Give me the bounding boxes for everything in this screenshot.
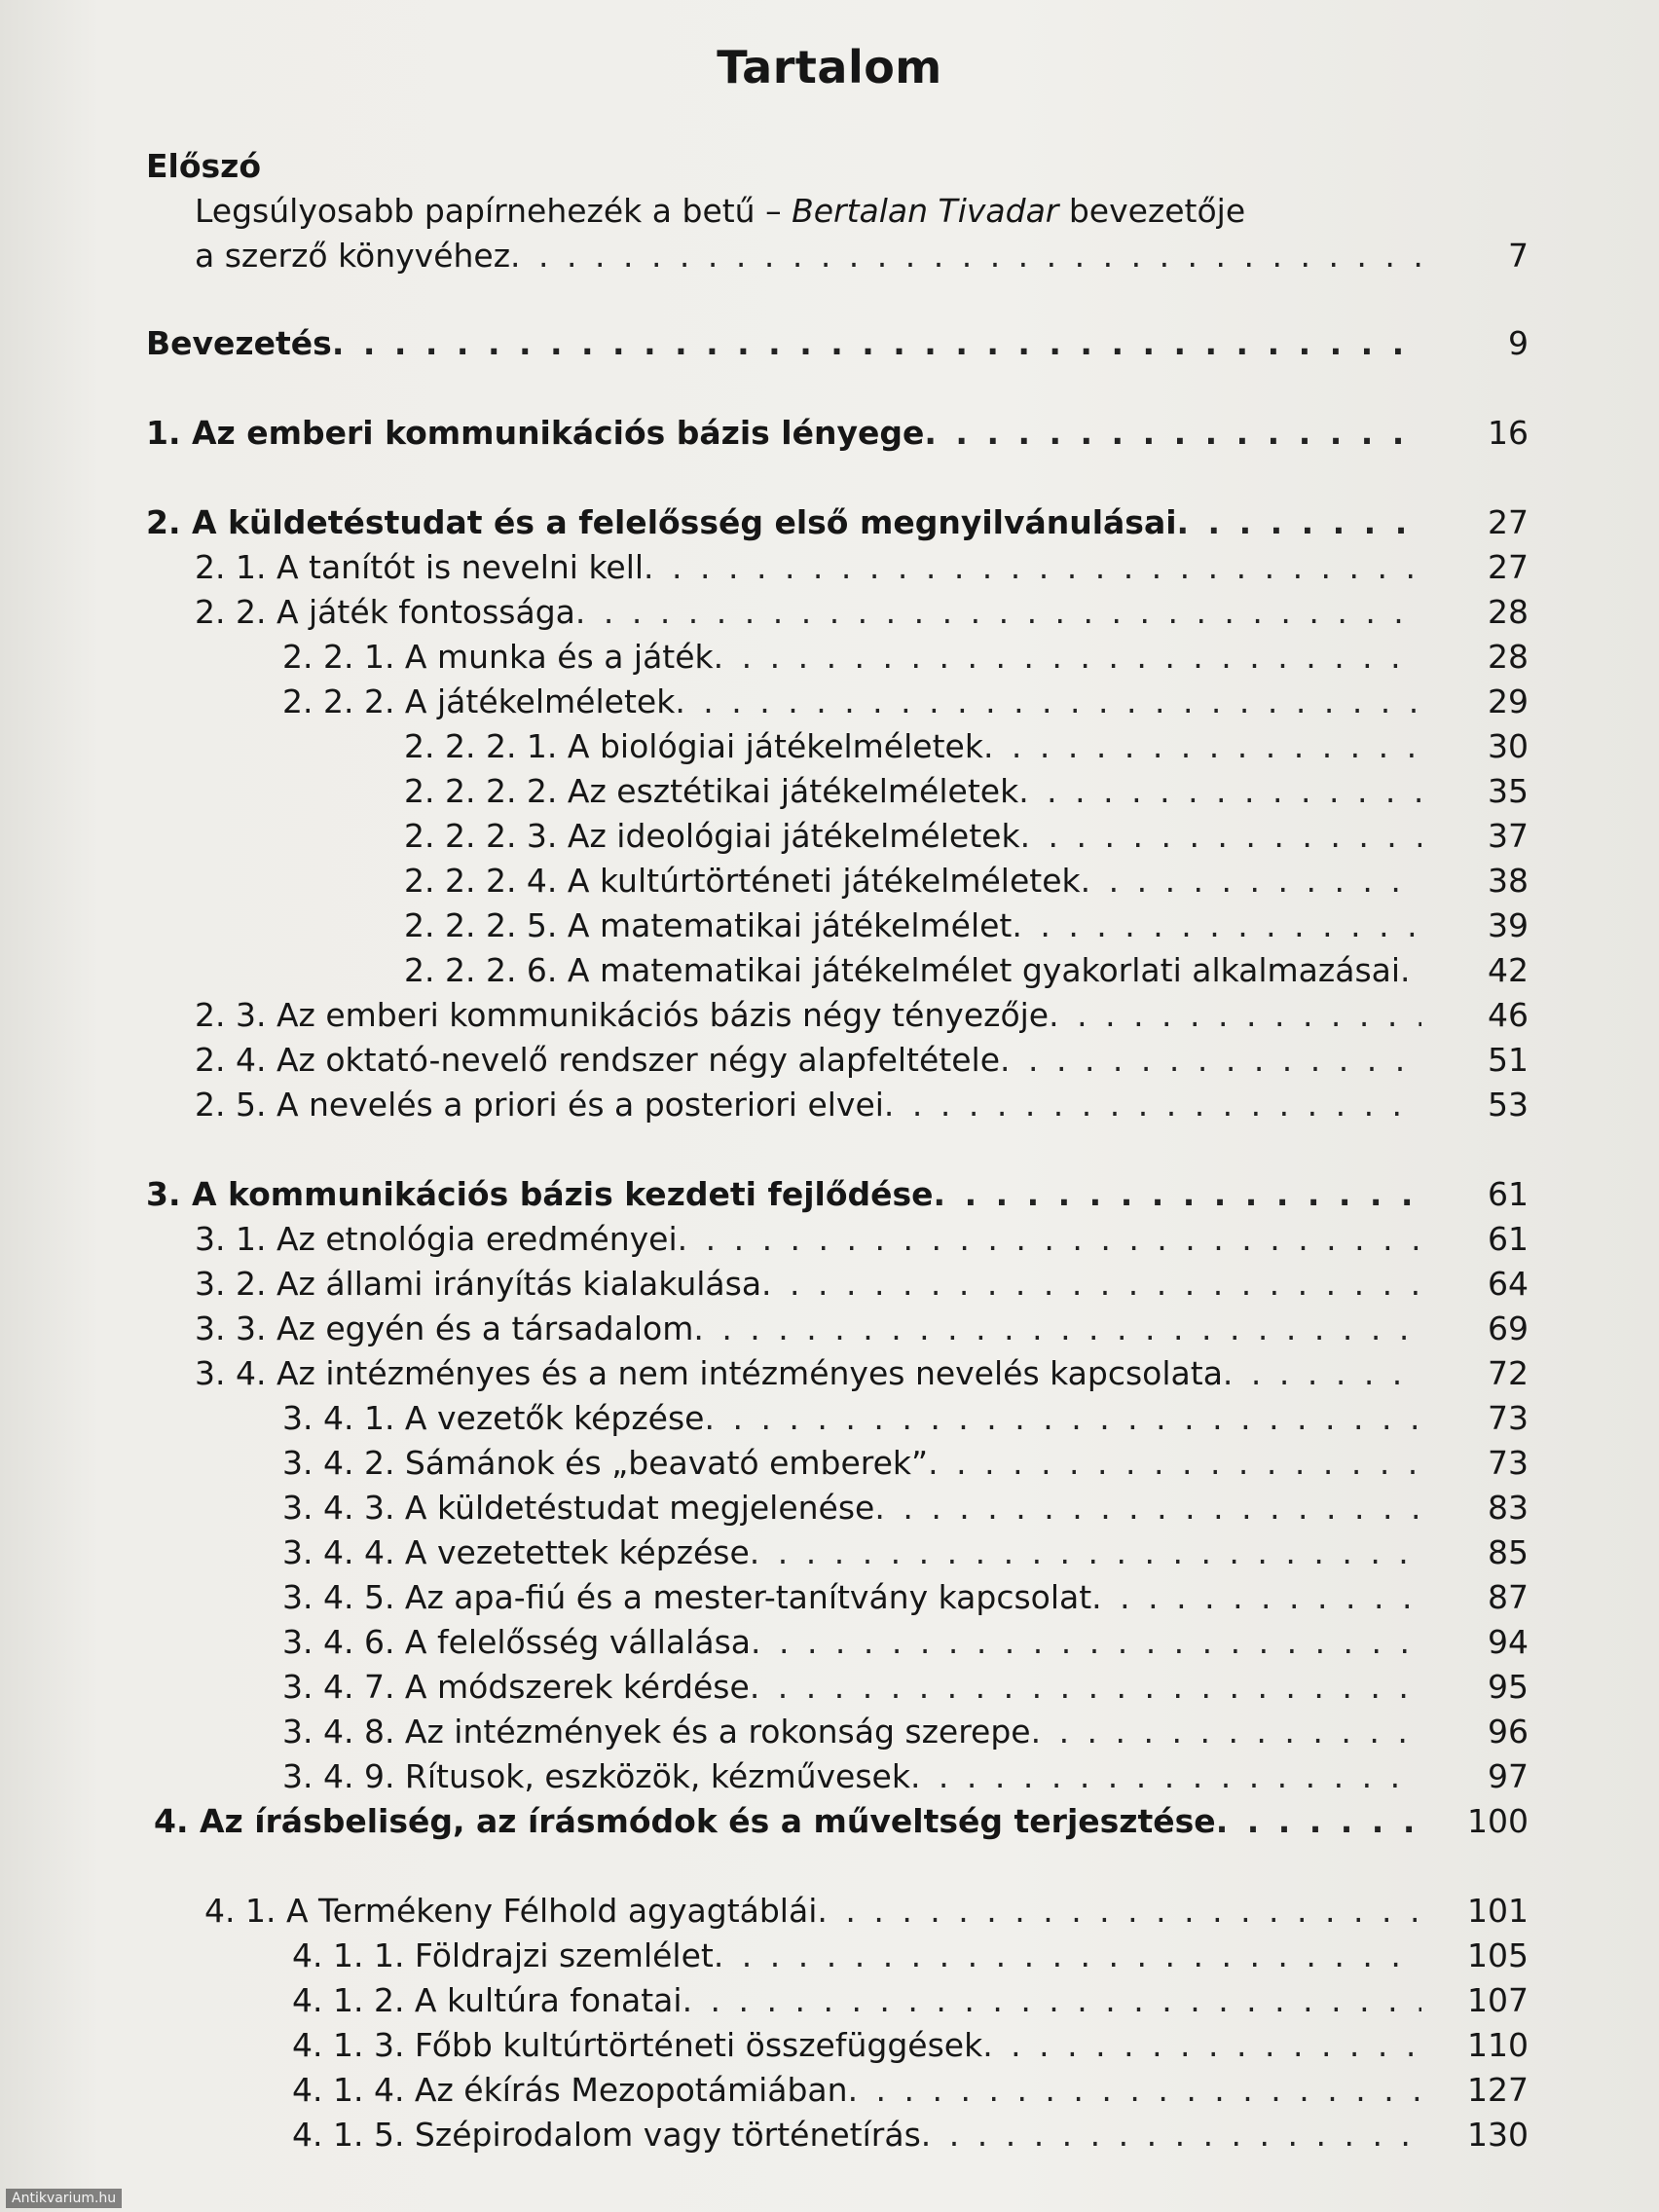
page-number: 42 bbox=[1488, 951, 1529, 989]
toc-entry bbox=[282, 1441, 1529, 1486]
toc-entry-title: 2. 5. A nevelés a priori és a posteriori elvei bbox=[195, 1086, 884, 1124]
page-number: 37 bbox=[1488, 817, 1529, 855]
leader-dots bbox=[910, 1754, 1421, 1799]
toc-entry bbox=[292, 2068, 1529, 2113]
toc-entry bbox=[195, 1351, 1529, 1396]
leader-dots bbox=[682, 1978, 1421, 2023]
toc-entry-title: 2. 2. 2. 5. A matematikai játékelmélet bbox=[404, 906, 1013, 944]
page-number: 28 bbox=[1488, 593, 1529, 631]
toc-entry bbox=[154, 1799, 1529, 1844]
toc-entry bbox=[195, 1307, 1529, 1351]
toc-entry-title: 2. 3. Az emberi kommunikációs bázis négy tényezője bbox=[195, 996, 1050, 1034]
page-number: 97 bbox=[1488, 1757, 1529, 1795]
leader-dots bbox=[1018, 769, 1421, 814]
page-number: 27 bbox=[1488, 503, 1529, 541]
toc-entry bbox=[146, 1172, 1529, 1217]
page-number: 69 bbox=[1488, 1309, 1529, 1347]
toc-entry-title: 2. A küldetéstudat és a felelősség első megnyilvánulásai bbox=[146, 503, 1177, 541]
toc-entry bbox=[195, 590, 1529, 635]
toc-entry-title: 3. 1. Az etnológia eredményei bbox=[195, 1220, 678, 1258]
page-number: 130 bbox=[1467, 2116, 1529, 2154]
toc-entry-title: 4. 1. 4. Az ékírás Mezopotámiában bbox=[292, 2071, 848, 2109]
preface-text-line2: a szerző könyvéhez bbox=[195, 237, 511, 275]
leader-dots bbox=[693, 1307, 1421, 1351]
preface-entry-line2 bbox=[195, 234, 1529, 278]
toc-entry bbox=[195, 1217, 1529, 1262]
leader-dots bbox=[1091, 1575, 1421, 1620]
leader-dots bbox=[575, 590, 1421, 635]
toc-entry bbox=[404, 859, 1529, 903]
leader-dots bbox=[884, 1083, 1421, 1127]
toc-entry bbox=[404, 769, 1529, 814]
page-number: 9 bbox=[1508, 324, 1529, 362]
leader-dots bbox=[1031, 1710, 1421, 1754]
leader-dots bbox=[714, 635, 1421, 680]
toc-entry bbox=[195, 545, 1529, 590]
page-number: 72 bbox=[1488, 1354, 1529, 1392]
leader-dots bbox=[983, 724, 1421, 769]
preface-text-b: bevezetője bbox=[1058, 192, 1246, 230]
toc-entry-title: 3. 2. Az állami irányítás kialakulása bbox=[195, 1265, 762, 1303]
toc-entry bbox=[282, 1530, 1529, 1575]
page-number: 85 bbox=[1488, 1533, 1529, 1571]
page-number: 38 bbox=[1488, 862, 1529, 900]
toc-entry bbox=[282, 1396, 1529, 1441]
toc-entry-title: 3. 4. 2. Sámánok és „beavató emberek” bbox=[282, 1444, 929, 1482]
watermark-label: Antikvarium.hu bbox=[6, 2189, 122, 2208]
page-number: 27 bbox=[1488, 548, 1529, 586]
leader-dots bbox=[817, 1889, 1421, 1934]
toc-entry-title: 3. 4. 1. A vezetők képzése bbox=[282, 1399, 705, 1437]
toc-entry bbox=[282, 635, 1529, 680]
toc-entry bbox=[404, 814, 1529, 859]
page-number: 83 bbox=[1488, 1489, 1529, 1527]
page-number: 73 bbox=[1488, 1444, 1529, 1482]
page-number: 96 bbox=[1488, 1713, 1529, 1751]
toc-entry bbox=[195, 993, 1529, 1038]
toc-entry bbox=[282, 1665, 1529, 1710]
toc-entry-title: 4. Az írásbeliség, az írásmódok és a műveltség terjesztése bbox=[154, 1802, 1216, 1840]
toc-entry-title: 3. 4. 9. Rítusok, eszközök, kézművesek bbox=[282, 1757, 910, 1795]
page-number: 87 bbox=[1488, 1578, 1529, 1616]
toc-entry-title: 4. 1. 5. Szépirodalom vagy történetírás bbox=[292, 2116, 921, 2154]
toc-entry bbox=[292, 1934, 1529, 1978]
leader-dots bbox=[751, 1620, 1421, 1665]
toc-entry-title: 2. 2. 1. A munka és a játék bbox=[282, 638, 714, 676]
leader-dots bbox=[714, 1934, 1421, 1978]
page-number: 35 bbox=[1488, 772, 1529, 810]
page-number: 51 bbox=[1488, 1041, 1529, 1079]
leader-dots bbox=[704, 1396, 1421, 1441]
toc-entry bbox=[282, 1754, 1529, 1799]
page-number: 46 bbox=[1488, 996, 1529, 1034]
toc-entry bbox=[146, 411, 1529, 456]
toc-entry bbox=[146, 500, 1529, 545]
toc-entry bbox=[195, 1038, 1529, 1083]
leader-dots bbox=[1020, 814, 1421, 859]
leader-dots bbox=[750, 1530, 1421, 1575]
leader-dots bbox=[1400, 948, 1421, 993]
leader-dots bbox=[848, 2068, 1421, 2113]
page-number: 30 bbox=[1488, 727, 1529, 765]
page-number: 61 bbox=[1488, 1220, 1529, 1258]
toc-entry bbox=[204, 1889, 1529, 1934]
toc-entry-title: 3. 4. 6. A felelősség vállalása bbox=[282, 1623, 751, 1661]
page-number: 16 bbox=[1488, 414, 1529, 452]
toc-entry bbox=[195, 1083, 1529, 1127]
leader-dots bbox=[1049, 993, 1421, 1038]
leader-dots bbox=[982, 2023, 1421, 2068]
leader-dots bbox=[644, 545, 1421, 590]
toc-entry-title: 2. 2. 2. 6. A matematikai játékelmélet gyakorlati alkalmazásai bbox=[404, 951, 1401, 989]
toc-entry-title: 2. 2. 2. 2. Az esztétikai játékelméletek bbox=[404, 772, 1019, 810]
page-number: 29 bbox=[1488, 682, 1529, 720]
toc-entry bbox=[282, 1620, 1529, 1665]
preface-text-a: Legsúlyosabb papírnehezék a betű – bbox=[195, 192, 793, 230]
page-title: Tartalom bbox=[717, 41, 942, 93]
toc-entry-title: 3. 3. Az egyén és a társadalom bbox=[195, 1309, 694, 1347]
leader-dots bbox=[928, 1441, 1421, 1486]
page-number: 101 bbox=[1467, 1892, 1529, 1930]
page-number: 28 bbox=[1488, 638, 1529, 676]
toc-entry-title: 2. 1. A tanítót is nevelni kell bbox=[195, 548, 645, 586]
page-number: 7 bbox=[1508, 237, 1529, 275]
leader-dots bbox=[675, 680, 1421, 724]
toc-entry-title: 2. 2. 2. 3. Az ideológiai játékelméletek bbox=[404, 817, 1020, 855]
page-number: 110 bbox=[1467, 2026, 1529, 2064]
toc-entry bbox=[282, 1575, 1529, 1620]
toc-entry bbox=[292, 1978, 1529, 2023]
preface-heading-text: Előszó bbox=[146, 147, 262, 185]
page-number: 100 bbox=[1467, 1802, 1529, 1840]
preface-author: Bertalan Tivadar bbox=[792, 192, 1059, 230]
toc-entry-title: 3. 4. Az intézményes és a nem intézményes nevelés kapcsolata bbox=[195, 1354, 1223, 1392]
toc-entry bbox=[404, 724, 1529, 769]
toc-entry-title: 3. 4. 4. A vezetettek képzése bbox=[282, 1533, 750, 1571]
leader-dots bbox=[1216, 1799, 1421, 1844]
toc-entry bbox=[282, 680, 1529, 724]
page-number: 61 bbox=[1488, 1175, 1529, 1213]
preface-heading bbox=[146, 144, 1529, 189]
toc-entry-title: 2. 2. 2. A játékelméletek bbox=[282, 682, 676, 720]
leader-dots bbox=[924, 411, 1421, 456]
toc-entry-title: 4. 1. 2. A kultúra fonatai bbox=[292, 1981, 682, 2019]
toc-entry bbox=[404, 948, 1529, 993]
toc-entry-title: 4. 1. 3. Főbb kultúrtörténeti összefüggések bbox=[292, 2026, 983, 2064]
toc-entry-title: 2. 2. 2. 1. A biológiai játékelméletek bbox=[404, 727, 983, 765]
page-number: 64 bbox=[1488, 1265, 1529, 1303]
leader-dots bbox=[921, 2113, 1421, 2157]
toc-entry bbox=[292, 2023, 1529, 2068]
toc-entry-title: 3. A kommunikációs bázis kezdeti fejlődése bbox=[146, 1175, 934, 1213]
leader-dots bbox=[1223, 1351, 1421, 1396]
toc-entry bbox=[282, 1486, 1529, 1530]
toc-entry-title: 3. 4. 3. A küldetéstudat megjelenése bbox=[282, 1489, 875, 1527]
toc-entry-title: 4. 1. 1. Földrajzi szemlélet bbox=[292, 1936, 714, 1974]
leader-dots bbox=[1012, 903, 1421, 948]
preface-entry-line1 bbox=[195, 189, 1529, 234]
toc-entry bbox=[282, 1710, 1529, 1754]
page-number: 39 bbox=[1488, 906, 1529, 944]
toc-entry-title: 3. 4. 7. A módszerek kérdése bbox=[282, 1668, 750, 1706]
toc-entry-title: 3. 4. 8. Az intézmények és a rokonság szerepe bbox=[282, 1713, 1031, 1751]
toc-entry-title: 1. Az emberi kommunikációs bázis lényege bbox=[146, 414, 925, 452]
leader-dots bbox=[510, 234, 1421, 278]
leader-dots bbox=[1177, 500, 1421, 545]
toc-entry bbox=[404, 903, 1529, 948]
leader-dots bbox=[1000, 1038, 1421, 1083]
page-number: 95 bbox=[1488, 1668, 1529, 1706]
leader-dots bbox=[1081, 859, 1421, 903]
toc-entry bbox=[195, 1262, 1529, 1307]
leader-dots bbox=[678, 1217, 1421, 1262]
leader-dots bbox=[332, 321, 1421, 366]
page-number: 127 bbox=[1467, 2071, 1529, 2109]
page-number: 73 bbox=[1488, 1399, 1529, 1437]
toc-entry-title: 2. 2. 2. 4. A kultúrtörténeti játékelméletek bbox=[404, 862, 1081, 900]
leader-dots bbox=[934, 1172, 1421, 1217]
leader-dots bbox=[761, 1262, 1421, 1307]
page-number: 105 bbox=[1467, 1936, 1529, 1974]
toc-entry-title: 2. 2. A játék fontossága bbox=[195, 593, 575, 631]
toc-entry bbox=[146, 321, 1529, 366]
page-number: 53 bbox=[1488, 1086, 1529, 1124]
toc-entry-title: 3. 4. 5. Az apa-fiú és a mester-tanítvány kapcsolat bbox=[282, 1578, 1092, 1616]
toc-entry-title: Bevezetés bbox=[146, 324, 332, 362]
toc-entry-title: 4. 1. A Termékeny Félhold agyagtáblái bbox=[204, 1892, 818, 1930]
leader-dots bbox=[750, 1665, 1421, 1710]
page-number: 107 bbox=[1467, 1981, 1529, 2019]
toc-entry bbox=[292, 2113, 1529, 2157]
page-number: 94 bbox=[1488, 1623, 1529, 1661]
leader-dots bbox=[874, 1486, 1421, 1530]
toc-entry-title: 2. 4. Az oktató-nevelő rendszer négy alapfeltétele bbox=[195, 1041, 1001, 1079]
